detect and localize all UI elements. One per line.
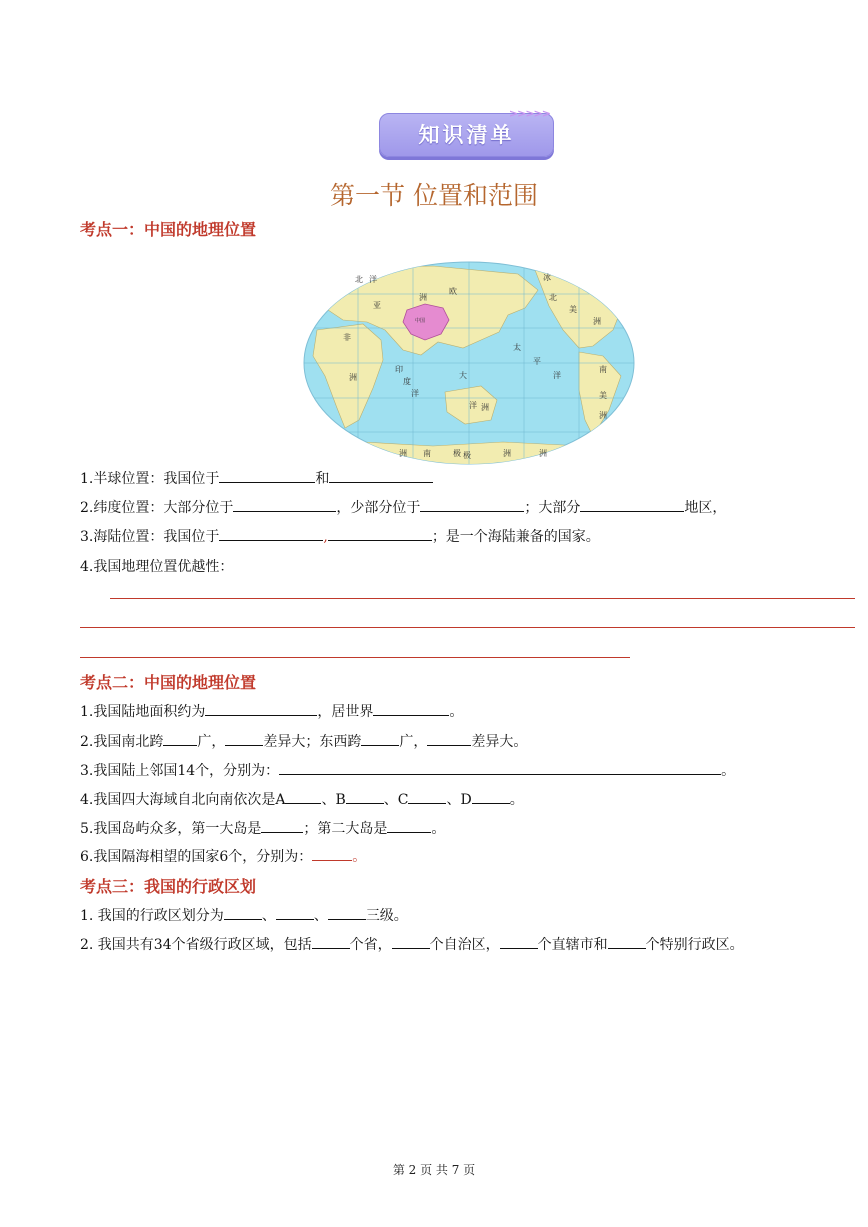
map-label: 洲 — [599, 411, 607, 420]
q2-line1-a: 1.我国陆地面积约为 — [80, 704, 206, 720]
map-label: 洲 — [503, 449, 511, 458]
topic-1-heading: 考点一：中国的地理位置 — [80, 220, 257, 239]
topic-2-heading: 考点二：中国的地理位置 — [80, 673, 257, 692]
blank-field[interactable] — [219, 468, 315, 483]
map-label: 南 — [599, 365, 607, 374]
q2-line6-a: 6.我国隔海相望的国家6个，分别为： — [80, 849, 313, 865]
q2-line2-d: 广， — [399, 734, 428, 750]
blank-field[interactable] — [580, 497, 684, 512]
blank-field[interactable] — [387, 818, 431, 833]
blank-field[interactable] — [408, 789, 446, 804]
map-label: 洲 — [399, 449, 407, 458]
q2-line4 — [80, 789, 524, 809]
q1-line1 — [80, 468, 433, 488]
q2-line3 — [80, 760, 735, 780]
answer-line[interactable] — [110, 598, 855, 599]
q2-line2-e: 差异大。 — [471, 734, 528, 750]
map-label: 洋 — [411, 389, 419, 398]
q1-line3-a: 3.海陆位置：我国位于 — [80, 529, 220, 545]
q3-line2-b: 个省， — [349, 937, 392, 953]
map-label: 度 — [403, 377, 411, 386]
map-label: 洲 — [419, 293, 427, 302]
q2-line1 — [80, 701, 463, 721]
blank-field[interactable] — [205, 701, 317, 716]
q3-line2-c: 个自治区， — [429, 937, 500, 953]
q2-line2-c: 差异大；东西跨 — [263, 734, 362, 750]
map-label: 非 — [343, 333, 351, 342]
q3-line2-d: 个直辖市和 — [537, 937, 608, 953]
badge-label: 知识清单 — [418, 123, 515, 147]
q2-line6-b: 。 — [352, 849, 367, 865]
map-label: 北 — [355, 275, 363, 284]
map-label: 太 — [513, 343, 521, 352]
blank-field[interactable] — [427, 731, 471, 746]
blank-field[interactable] — [219, 526, 323, 541]
blank-field[interactable] — [312, 934, 350, 949]
answer-line[interactable] — [80, 657, 630, 658]
knowledge-list-badge — [379, 107, 554, 159]
q1-line4: 4.我国地理位置优越性： — [80, 559, 234, 575]
q3-line2 — [80, 934, 744, 954]
map-label: 大 — [459, 371, 467, 380]
q1-line1-text: 1.半球位置：我国位于 — [80, 471, 220, 487]
map-label: 北 — [549, 293, 557, 302]
blank-field[interactable] — [328, 526, 432, 541]
blank-field[interactable] — [373, 701, 449, 716]
blank-field[interactable] — [392, 934, 430, 949]
blank-field[interactable] — [500, 934, 538, 949]
map-label: 洲 — [539, 449, 547, 458]
q2-line3-a: 3.我国陆上邻国14个，分别为： — [80, 763, 280, 779]
world-map — [303, 260, 635, 470]
map-label: 欧 — [449, 287, 457, 296]
map-label: 南 — [423, 449, 431, 458]
q2-line1-c: 。 — [449, 704, 464, 720]
q1-line3 — [80, 526, 600, 546]
map-label: 印 — [395, 365, 403, 374]
blank-field[interactable] — [276, 905, 314, 920]
map-label: 美 — [599, 391, 607, 400]
badge-arrows-icon: >>>>> — [508, 107, 550, 120]
q2-line5-b: ；第二大岛是 — [303, 821, 388, 837]
q2-line5-a: 5.我国岛屿众多，第一大岛是 — [80, 821, 262, 837]
q1-line2 — [80, 497, 726, 517]
q1-line2-c: ；大部分 — [524, 500, 581, 516]
q1-line2-d: 地区， — [684, 500, 727, 516]
map-label: 洋 — [553, 371, 561, 380]
q1-line3-comma: , — [323, 529, 328, 545]
map-label: 极 — [463, 451, 471, 460]
q2-line2 — [80, 731, 527, 751]
q2-line4-b: 、B — [321, 792, 346, 808]
q3-line2-e: 个特别行政区。 — [645, 937, 744, 953]
map-label: 亚 — [373, 301, 381, 310]
world-map-svg — [303, 260, 635, 466]
blank-field[interactable] — [329, 468, 433, 483]
blank-field[interactable] — [279, 760, 721, 775]
blank-field[interactable] — [608, 934, 646, 949]
q3-line1 — [80, 905, 408, 925]
q3-line1-sep: 、 — [261, 908, 276, 924]
blank-field[interactable] — [312, 846, 352, 861]
blank-field[interactable] — [225, 731, 263, 746]
map-label: 冰 — [543, 273, 551, 282]
blank-field[interactable] — [346, 789, 384, 804]
q2-line2-b: 广， — [197, 734, 226, 750]
q2-line4-e: 。 — [509, 792, 524, 808]
map-label: 美 — [569, 305, 577, 314]
q2-line5 — [80, 818, 445, 838]
q2-line2-a: 2.我国南北跨 — [80, 734, 164, 750]
q1-line1-and: 和 — [315, 471, 330, 487]
q2-line4-c: 、C — [383, 792, 409, 808]
china-caption: 中国 — [415, 318, 426, 324]
blank-field[interactable] — [420, 497, 524, 512]
q3-line1-a: 1. 我国的行政区划分为 — [80, 908, 224, 924]
q2-line3-b: 。 — [721, 763, 736, 779]
blank-field[interactable] — [261, 818, 303, 833]
q2-line6 — [80, 846, 366, 866]
section-title: 第一节 位置和范围 — [330, 181, 538, 210]
page-footer: 第 2 页 共 7 页 — [392, 1163, 476, 1177]
answer-line[interactable] — [80, 627, 855, 628]
q3-line2-a: 2. 我国共有34个省级行政区域，包括 — [80, 937, 312, 953]
map-label: 极 — [453, 449, 461, 458]
q2-line4-d: 、D — [446, 792, 472, 808]
q3-line1-sep: 、 — [313, 908, 328, 924]
blank-field[interactable] — [233, 497, 336, 512]
map-label: 洋 — [369, 275, 377, 284]
map-label: 洲 — [481, 403, 489, 412]
q1-line3-b: ；是一个海陆兼备的国家。 — [431, 529, 600, 545]
map-label: 洲 — [349, 373, 357, 382]
map-label: 洲 — [593, 317, 601, 326]
q1-line2-b: ，少部分位于 — [336, 500, 421, 516]
blank-field[interactable] — [361, 731, 399, 746]
blank-field[interactable] — [224, 905, 262, 920]
blank-field[interactable] — [472, 789, 510, 804]
map-label: 平 — [533, 357, 541, 366]
q2-line5-c: 。 — [431, 821, 446, 837]
blank-field[interactable] — [328, 905, 366, 920]
map-label: 洋 — [469, 401, 477, 410]
q1-line2-a: 2.纬度位置：大部分位于 — [80, 500, 234, 516]
blank-field[interactable] — [163, 731, 197, 746]
blank-field[interactable] — [285, 789, 321, 804]
q3-line1-b: 三级。 — [365, 908, 408, 924]
topic-3-heading: 考点三：我国的行政区划 — [80, 877, 257, 896]
q2-line1-b: ，居世界 — [317, 704, 374, 720]
q2-line4-a: 4.我国四大海域自北向南依次是A — [80, 792, 286, 808]
